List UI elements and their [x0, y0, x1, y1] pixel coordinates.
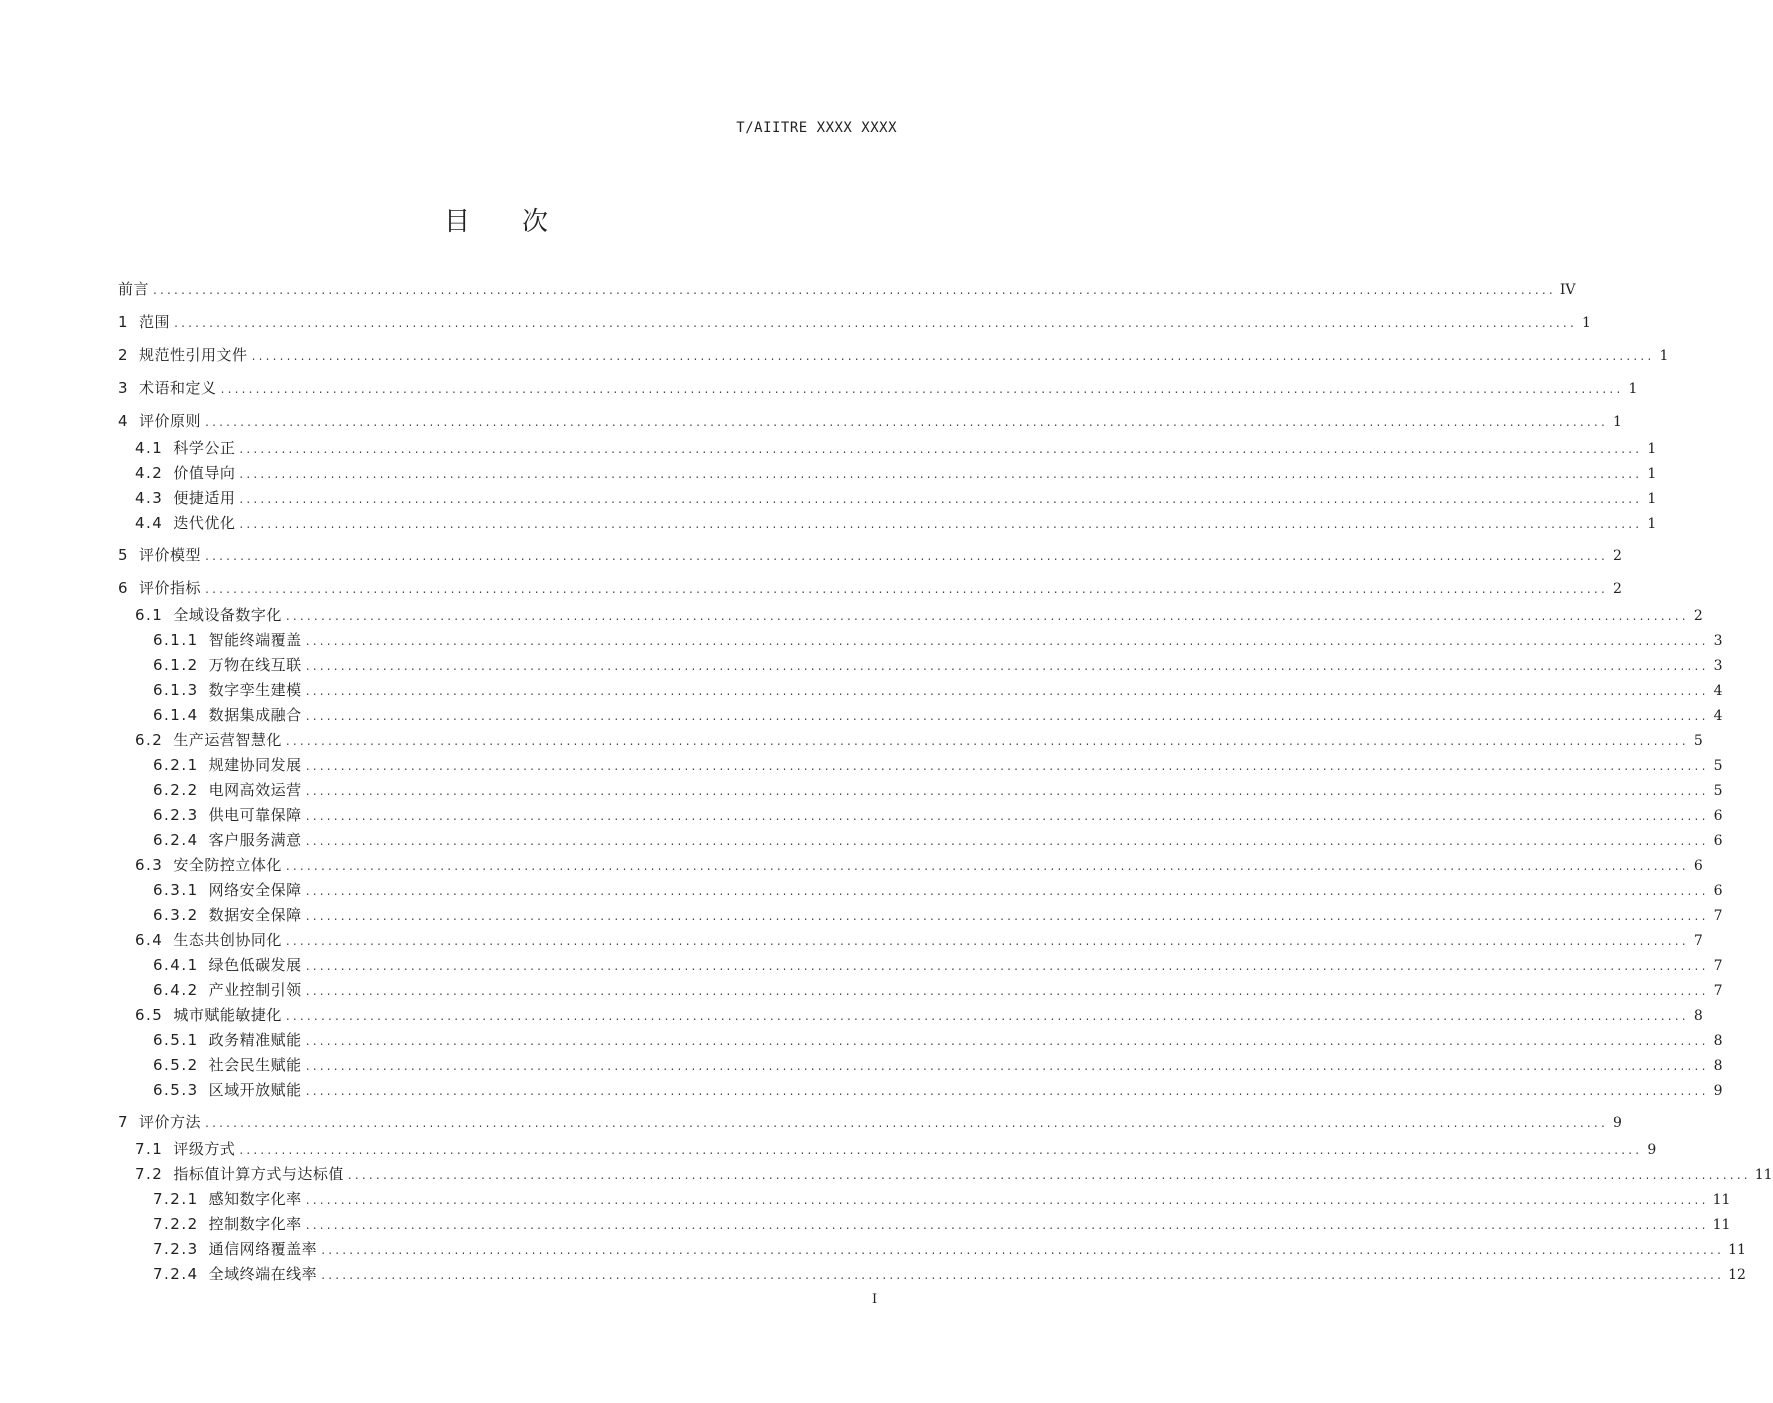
dot-leader: ........................................................................................................................................................................................................: [305, 984, 1709, 998]
toc-entry[interactable]: [118, 376, 1638, 400]
dot-leader: ........................................................................................................................................................................................................: [305, 1218, 1709, 1232]
toc-entry[interactable]: [118, 953, 1723, 977]
toc-entry-number: 6.1.4: [153, 706, 199, 724]
toc-entry-label: 政务精准赋能: [208, 1031, 302, 1049]
toc-entry[interactable]: [118, 1212, 1731, 1236]
toc-entry-page: 11: [1712, 1217, 1731, 1233]
toc-entry-number: 4.2: [135, 464, 164, 482]
toc-entry[interactable]: [118, 486, 1657, 510]
toc-entry-label: 生态共创协同化: [173, 931, 282, 949]
toc-entry-number: 4.3: [135, 489, 164, 507]
dot-leader: ........................................................................................................................................................................................................: [305, 959, 1709, 973]
toc-entry-page: 1: [1613, 414, 1622, 430]
toc-entry[interactable]: [118, 1053, 1723, 1077]
toc-entry-number: 6.5: [135, 1006, 164, 1024]
toc-entry-page: 8: [1713, 1033, 1723, 1049]
toc-entry-page: 5: [1693, 733, 1703, 749]
toc-entry-number: 7.1: [135, 1140, 164, 1158]
toc-entry-number: 6.4.1: [153, 956, 199, 974]
toc-entry-number: 4.4: [135, 514, 164, 532]
dot-leader: ........................................................................................................................................................................................................: [153, 283, 1556, 297]
toc-entry-page: 6: [1713, 883, 1723, 899]
toc-entry-label: 评价方法: [139, 1113, 202, 1131]
dot-leader: ........................................................................................................................................................................................................: [251, 349, 1655, 363]
toc-entry[interactable]: [118, 603, 1703, 627]
toc-entry-page: 7: [1713, 983, 1723, 999]
toc-entry-page: 7: [1713, 908, 1723, 924]
toc-entry-label: 网络安全保障: [208, 881, 302, 899]
toc-entry-number: 2: [118, 346, 130, 364]
toc-entry-label: 供电可靠保障: [208, 806, 302, 824]
toc-entry[interactable]: [118, 1078, 1723, 1102]
toc-entry-page: 2: [1693, 608, 1703, 624]
toc-entry[interactable]: [118, 1262, 1746, 1286]
toc-entry-label: 数据安全保障: [208, 906, 302, 924]
toc-entry[interactable]: [118, 853, 1703, 877]
toc-entry-label: 社会民生赋能: [208, 1056, 302, 1074]
dot-leader: ........................................................................................................................................................................................................: [239, 492, 1643, 506]
toc-entry-label: 城市赋能敏捷化: [173, 1006, 282, 1024]
toc-entry-page: 4: [1713, 708, 1723, 724]
toc-entry-number: 6.3.1: [153, 881, 199, 899]
toc-entry-page: 12: [1728, 1267, 1746, 1283]
dot-leader: ........................................................................................................................................................................................................: [305, 1084, 1709, 1098]
toc-entry-number: 6.2: [135, 731, 164, 749]
toc-entry-label: 生产运营智慧化: [173, 731, 282, 749]
toc-entry-label: 范围: [139, 313, 171, 331]
toc-entry-label: 全域设备数字化: [173, 606, 282, 624]
toc-entry[interactable]: [118, 778, 1723, 802]
dot-leader: ........................................................................................................................................................................................................: [174, 316, 1577, 330]
toc-entry[interactable]: [118, 576, 1622, 600]
dot-leader: ........................................................................................................................................................................................................: [285, 859, 1689, 873]
toc-entry-label: 评价模型: [139, 546, 202, 564]
toc-entry-label: 规范性引用文件: [139, 346, 248, 364]
toc-entry-number: 7.2.2: [153, 1215, 199, 1233]
dot-leader: ........................................................................................................................................................................................................: [305, 834, 1709, 848]
toc-entry-page: 6: [1713, 808, 1723, 824]
dot-leader: ........................................................................................................................................................................................................: [305, 809, 1709, 823]
toc-entry-label: 控制数字化率: [208, 1215, 302, 1233]
toc-entry-label: 术语和定义: [139, 379, 217, 397]
dot-leader: ........................................................................................................................................................................................................: [285, 734, 1689, 748]
toc-entry[interactable]: [118, 1028, 1723, 1052]
toc-entry-number: 5: [118, 546, 130, 564]
toc-entry[interactable]: [118, 753, 1723, 777]
toc-entry-page: IV: [1559, 282, 1576, 298]
toc-entry[interactable]: [118, 461, 1657, 485]
toc-entry-label: 全域终端在线率: [208, 1265, 318, 1283]
toc-entry-page: 4: [1713, 683, 1723, 699]
toc-entry[interactable]: [118, 1110, 1622, 1134]
toc-entry-page: 5: [1713, 758, 1723, 774]
toc-entry[interactable]: [118, 678, 1723, 702]
toc-entry-number: 6: [118, 579, 130, 597]
toc-entry-number: 6.5.3: [153, 1081, 199, 1099]
page-title: 目次: [443, 207, 600, 237]
toc-entry-label: 客户服务满意: [208, 831, 302, 849]
toc-entry-number: 6.1.1: [153, 631, 199, 649]
toc-entry[interactable]: [118, 903, 1723, 927]
dot-leader: ........................................................................................................................................................................................................: [239, 442, 1643, 456]
toc-entry-page: 9: [1647, 1142, 1657, 1158]
toc-entry-page: 1: [1628, 381, 1638, 397]
toc-entry-label: 前言: [118, 280, 150, 298]
toc-entry-page: 5: [1713, 783, 1723, 799]
toc-entry[interactable]: [118, 828, 1723, 852]
toc-entry[interactable]: [118, 511, 1657, 535]
toc-entry-label: 区域开放赋能: [208, 1081, 302, 1099]
toc-entry-page: 2: [1613, 548, 1622, 564]
footer-page-number: I: [872, 1292, 878, 1307]
toc-entry-number: 6.5.1: [153, 1031, 199, 1049]
toc-entry-page: 11: [1754, 1167, 1773, 1183]
toc-entry-page: 1: [1647, 441, 1657, 457]
toc-entry-page: 11: [1712, 1192, 1731, 1208]
toc-entry-label: 万物在线互联: [208, 656, 302, 674]
toc-entry-label: 智能终端覆盖: [208, 631, 302, 649]
toc-entry-label: 电网高效运营: [208, 781, 302, 799]
toc-entry-number: 4: [118, 412, 130, 430]
toc-entry-number: 6.2.2: [153, 781, 199, 799]
toc-entry-label: 数字孪生建模: [208, 681, 302, 699]
dot-leader: ........................................................................................................................................................................................................: [239, 467, 1643, 481]
toc-entry[interactable]: [118, 343, 1669, 367]
toc-entry-page: 6: [1713, 833, 1723, 849]
toc-entry-label: 通信网络覆盖率: [208, 1240, 318, 1258]
dot-leader: ........................................................................................................................................................................................................: [305, 784, 1709, 798]
dot-leader: ........................................................................................................................................................................................................: [305, 1193, 1709, 1207]
dot-leader: ........................................................................................................................................................................................................: [205, 549, 1608, 563]
dot-leader: ........................................................................................................................................................................................................: [285, 934, 1689, 948]
toc-entry-number: 6.4.2: [153, 981, 199, 999]
toc-entry-label: 科学公正: [173, 439, 236, 457]
toc-entry-label: 便捷适用: [173, 489, 236, 507]
toc-entry-page: 11: [1728, 1242, 1746, 1258]
toc-entry-number: 6.4: [135, 931, 164, 949]
toc-entry-number: 6.1.3: [153, 681, 199, 699]
toc-entry-page: 8: [1693, 1008, 1703, 1024]
toc-entry-page: 3: [1713, 633, 1723, 649]
dot-leader: ........................................................................................................................................................................................................: [347, 1168, 1751, 1182]
toc-entry-number: 6.2.3: [153, 806, 199, 824]
toc-entry-label: 迭代优化: [173, 514, 236, 532]
dot-leader: ........................................................................................................................................................................................................: [220, 382, 1624, 396]
toc-entry-number: 6.5.2: [153, 1056, 199, 1074]
toc-entry-label: 评价指标: [139, 579, 202, 597]
toc-entry-page: 3: [1713, 658, 1723, 674]
dot-leader: ........................................................................................................................................................................................................: [239, 1143, 1643, 1157]
toc-entry-label: 绿色低碳发展: [208, 956, 302, 974]
dot-leader: ........................................................................................................................................................................................................: [205, 415, 1608, 429]
toc-entry-number: 7.2.1: [153, 1190, 199, 1208]
toc-entry[interactable]: [118, 928, 1703, 952]
dot-leader: ........................................................................................................................................................................................................: [305, 1034, 1709, 1048]
toc-entry[interactable]: [118, 277, 1576, 301]
toc-entry-page: 1: [1647, 466, 1657, 482]
toc-entry-label: 指标值计算方式与达标值: [173, 1165, 344, 1183]
toc-entry-label: 产业控制引领: [208, 981, 302, 999]
dot-leader: ........................................................................................................................................................................................................: [285, 609, 1689, 623]
dot-leader: ........................................................................................................................................................................................................: [305, 634, 1709, 648]
toc-entry-number: 6.3: [135, 856, 164, 874]
toc-entry[interactable]: [118, 1162, 1773, 1186]
toc-entry-page: 1: [1647, 491, 1657, 507]
toc-entry-number: 7: [118, 1113, 130, 1131]
dot-leader: ........................................................................................................................................................................................................: [305, 1059, 1709, 1073]
dot-leader: ........................................................................................................................................................................................................: [321, 1268, 1725, 1282]
toc-entry-number: 7.2.3: [153, 1240, 199, 1258]
toc-entry-label: 评价原则: [139, 412, 202, 430]
toc-entry[interactable]: [118, 878, 1723, 902]
dot-leader: ........................................................................................................................................................................................................: [305, 759, 1709, 773]
toc-entry[interactable]: [118, 1187, 1731, 1211]
toc-entry[interactable]: [118, 1237, 1746, 1261]
toc-entry-number: 6.2.1: [153, 756, 199, 774]
dot-leader: ........................................................................................................................................................................................................: [205, 1116, 1608, 1130]
toc-entry-number: 1: [118, 313, 130, 331]
toc-entry-page: 7: [1693, 933, 1703, 949]
toc-entry[interactable]: [118, 409, 1622, 433]
toc-entry[interactable]: [118, 803, 1723, 827]
toc-entry-label: 规建协同发展: [208, 756, 302, 774]
toc-entry-label: 价值导向: [173, 464, 236, 482]
toc-entry[interactable]: [118, 978, 1723, 1002]
toc-entry[interactable]: [118, 543, 1622, 567]
dot-leader: ........................................................................................................................................................................................................: [305, 684, 1709, 698]
toc-entry-number: 6.3.2: [153, 906, 199, 924]
toc-entry-number: 6.1.2: [153, 656, 199, 674]
toc-entry-page: 2: [1613, 581, 1622, 597]
toc-entry-number: 3: [118, 379, 130, 397]
toc-entry-label: 安全防控立体化: [173, 856, 282, 874]
toc-entry-page: 1: [1647, 516, 1657, 532]
toc-entry[interactable]: [118, 310, 1591, 334]
toc-entry[interactable]: [118, 628, 1723, 652]
dot-leader: ........................................................................................................................................................................................................: [205, 582, 1608, 596]
dot-leader: ........................................................................................................................................................................................................: [239, 517, 1643, 531]
toc-entry[interactable]: [118, 1003, 1703, 1027]
dot-leader: ........................................................................................................................................................................................................: [305, 884, 1709, 898]
toc-entry-page: 9: [1613, 1115, 1622, 1131]
toc-entry-number: 4.1: [135, 439, 164, 457]
dot-leader: ........................................................................................................................................................................................................: [305, 909, 1709, 923]
toc-entry-label: 数据集成融合: [208, 706, 302, 724]
toc-entry-number: 7.2.4: [153, 1265, 199, 1283]
toc-entry-number: 6.2.4: [153, 831, 199, 849]
toc-entry-number: 7.2: [135, 1165, 164, 1183]
toc-entry-page: 8: [1713, 1058, 1723, 1074]
toc-entry-page: 9: [1713, 1083, 1723, 1099]
dot-leader: ........................................................................................................................................................................................................: [305, 659, 1709, 673]
toc-entry-label: 感知数字化率: [208, 1190, 302, 1208]
dot-leader: ........................................................................................................................................................................................................: [321, 1243, 1725, 1257]
toc-entry-number: 6.1: [135, 606, 164, 624]
toc-entry[interactable]: [118, 653, 1723, 677]
toc-entry-page: 1: [1659, 348, 1669, 364]
dot-leader: ........................................................................................................................................................................................................: [285, 1009, 1689, 1023]
toc-entry-page: 6: [1693, 858, 1703, 874]
toc-entry[interactable]: [118, 1137, 1657, 1161]
toc-entry[interactable]: [118, 436, 1657, 460]
toc-entry-page: 7: [1713, 958, 1723, 974]
toc-entry[interactable]: [118, 728, 1703, 752]
toc-entry-label: 评级方式: [173, 1140, 236, 1158]
toc-entry-page: 1: [1582, 315, 1591, 331]
toc-entry[interactable]: [118, 703, 1723, 727]
document-code: T/AIITRE XXXX XXXX: [736, 120, 897, 136]
dot-leader: ........................................................................................................................................................................................................: [305, 709, 1709, 723]
